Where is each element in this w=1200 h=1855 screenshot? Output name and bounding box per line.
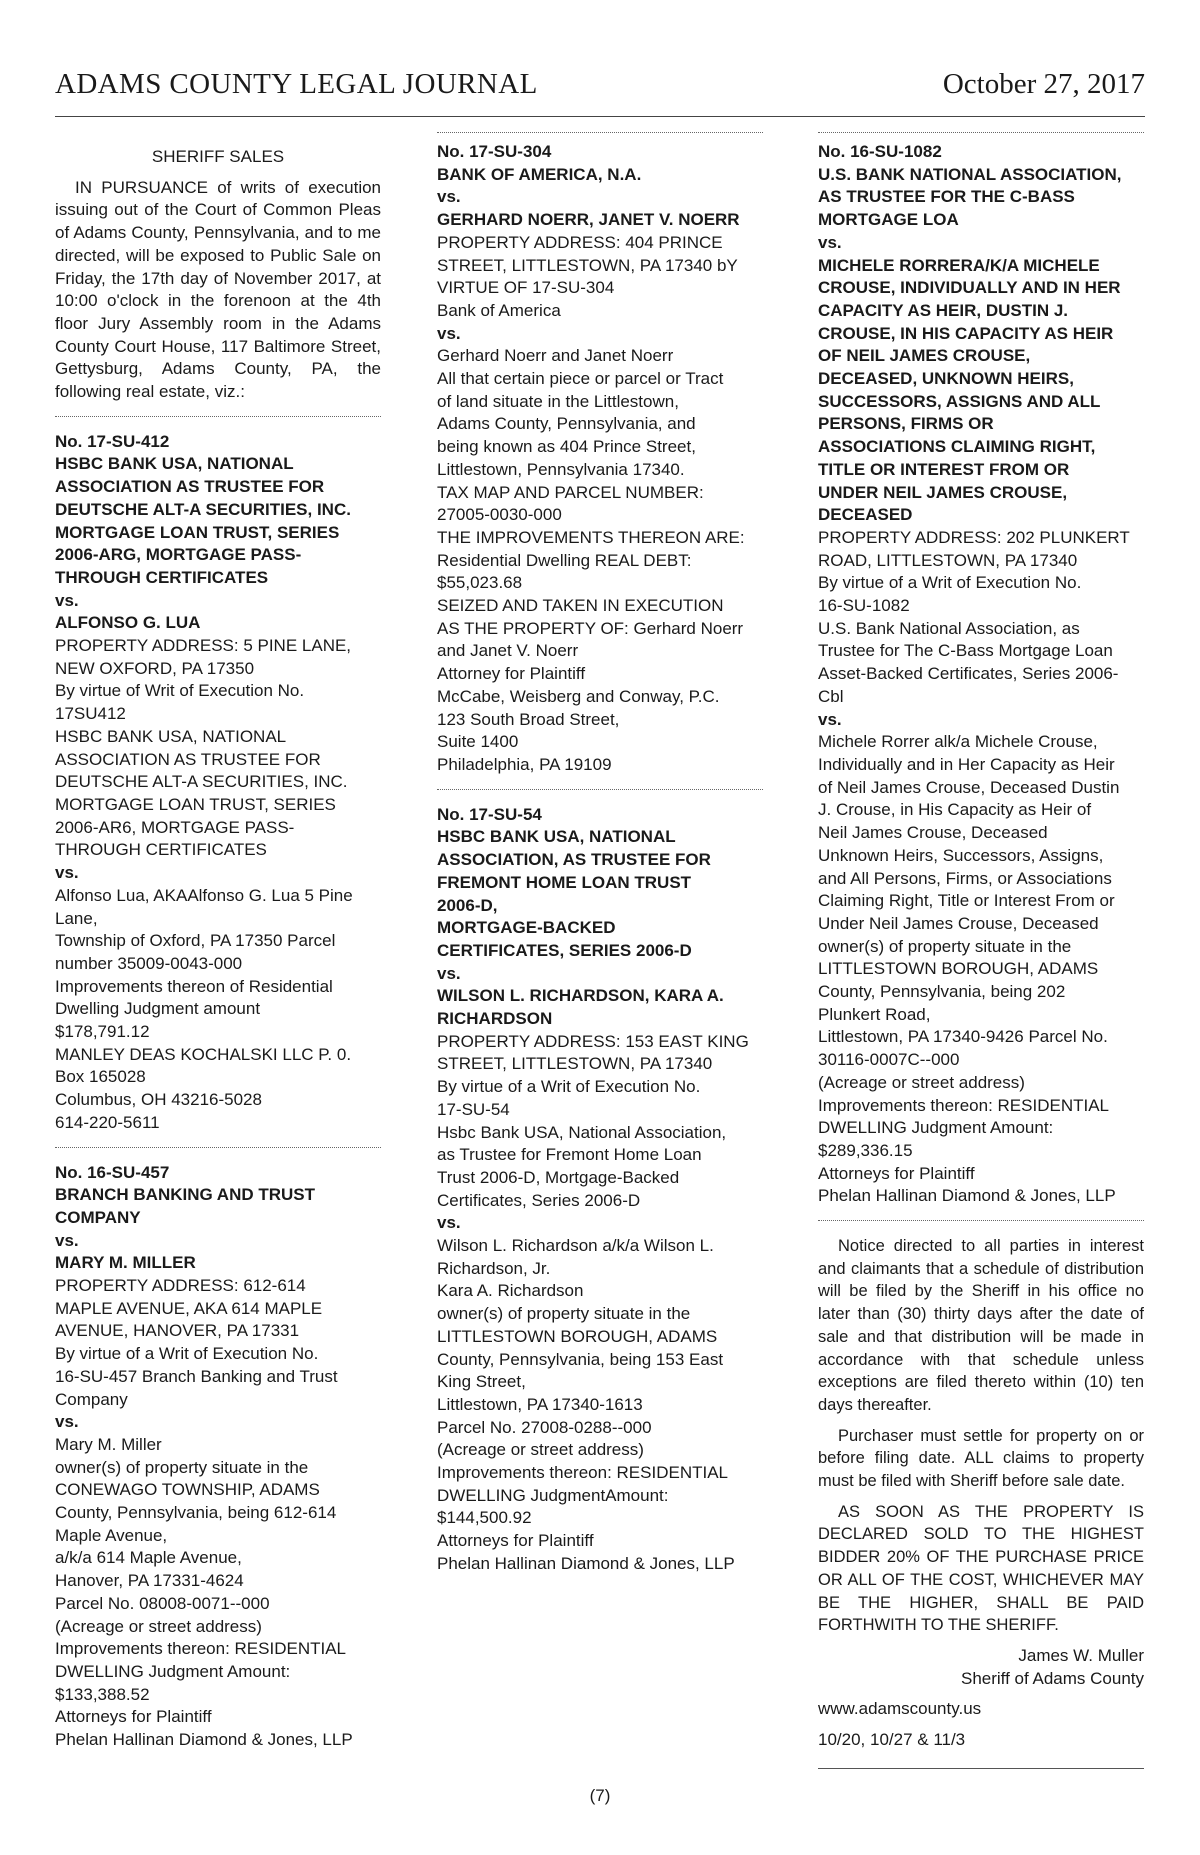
text-line: $178,791.12 xyxy=(55,1022,150,1042)
text-line: 27005-0030-000 xyxy=(437,505,562,525)
text-line: Phelan Hallinan Diamond & Jones, LLP xyxy=(55,1730,353,1750)
text-line: DWELLING JudgmentAmount: xyxy=(437,1485,669,1505)
text-line: ROAD, LITTLESTOWN, PA 17340 xyxy=(818,550,1078,570)
listing-bold-block xyxy=(55,1162,381,1276)
text-line: Parcel No. 27008-0288--000 xyxy=(437,1417,652,1437)
listing-16-su-1082 xyxy=(818,141,1144,1208)
text-line: PERSONS, FIRMS OR xyxy=(818,414,994,434)
versus-label: vs. xyxy=(437,1213,461,1233)
text-line: AS TRUSTEE FOR THE C-BASS xyxy=(818,187,1075,207)
text-line: HSBC BANK USA, NATIONAL xyxy=(437,827,676,847)
text-line: Gerhard Noerr and Janet Noerr xyxy=(437,346,674,366)
text-line: STREET, LITTLESTOWN, PA 17340 bY xyxy=(437,255,738,275)
text-line: as Trustee for Fremont Home Loan xyxy=(437,1145,702,1165)
text-line: Philadelphia, PA 19109 xyxy=(437,754,612,774)
text-line: OF NEIL JAMES CROUSE, xyxy=(818,346,1031,366)
text-line: DEUTSCHE ALT-A SECURITIES, INC. xyxy=(55,772,348,792)
text-line: Under Neil James Crouse, Deceased xyxy=(818,913,1099,933)
text-line: No. 17-SU-304 xyxy=(437,142,552,161)
text-line: CROUSE, INDIVIDUALLY AND IN HER xyxy=(818,278,1121,298)
text-line: DWELLING Judgment Amount: xyxy=(818,1118,1054,1138)
text-line: SUCCESSORS, ASSIGNS AND ALL xyxy=(818,391,1101,411)
text-line: Cbl xyxy=(818,686,844,706)
versus-label: vs. xyxy=(437,323,461,343)
versus-label: vs. xyxy=(55,863,79,883)
listing-defendant-details xyxy=(437,1235,763,1576)
text-line: DECEASED, UNKNOWN HEIRS, xyxy=(818,369,1074,389)
text-line: Hanover, PA 17331-4624 xyxy=(55,1571,244,1591)
text-line: No. 16-SU-457 xyxy=(55,1162,170,1182)
text-line: NEW OXFORD, PA 17350 xyxy=(55,658,255,678)
text-line: Phelan Hallinan Diamond & Jones, LLP xyxy=(818,1186,1116,1206)
text-line: Trust 2006-D, Mortgage-Backed xyxy=(437,1167,680,1187)
text-line: 123 South Broad Street, xyxy=(437,709,620,729)
listing-17-su-54 xyxy=(437,804,763,1576)
dotted-divider xyxy=(55,1147,381,1148)
end-rule xyxy=(818,1768,1144,1769)
county-website: www.adamscounty.us xyxy=(818,1699,982,1719)
text-line: Box 165028 xyxy=(55,1067,146,1087)
text-line: Improvements thereon of Residential xyxy=(55,976,333,996)
text-line: All that certain piece or parcel or Tract xyxy=(437,369,724,389)
text-line: Littlestown, PA 17340-1613 xyxy=(437,1394,643,1414)
text-line: MAPLE AVENUE, AKA 614 MAPLE xyxy=(55,1298,323,1318)
text-line: McCabe, Weisberg and Conway, P.C. xyxy=(437,686,720,706)
text-line: number 35009-0043-000 xyxy=(55,953,243,973)
text-line: owner(s) of property situate in the xyxy=(55,1457,309,1477)
text-line: and All Persons, Firms, or Associations xyxy=(818,868,1112,888)
dotted-divider xyxy=(818,1220,1144,1221)
listing-defendant-details xyxy=(437,345,763,776)
publication-dates: 10/20, 10/27 & 11/3 xyxy=(818,1730,966,1750)
text-line: WILSON L. RICHARDSON, KARA A. xyxy=(437,986,724,1006)
text-line: 30116-0007C--000 xyxy=(818,1050,960,1070)
text-line: 16-SU-1082 xyxy=(818,596,910,616)
listing-bold-block xyxy=(437,804,763,1031)
text-line: U.S. Bank National Association, as xyxy=(818,618,1080,638)
listing-bold-block xyxy=(437,141,763,232)
text-line: Individually and in Her Capacity as Heir xyxy=(818,754,1115,774)
text-line: County, Pennsylvania, being 612-614 xyxy=(55,1503,337,1523)
text-line: Improvements thereon: RESIDENTIAL xyxy=(55,1639,347,1659)
text-line: Improvements thereon: RESIDENTIAL xyxy=(437,1463,729,1483)
text-line: Littlestown, Pennsylvania 17340. xyxy=(437,459,685,479)
sheriff-name: James W. Muller xyxy=(1018,1646,1144,1665)
text-line: vs. xyxy=(818,232,842,252)
text-line: By virtue of Writ of Execution No. xyxy=(55,681,305,701)
text-line: BRANCH BANKING AND TRUST xyxy=(55,1185,316,1205)
text-line: Dwelling Judgment amount xyxy=(55,999,261,1019)
text-line: vs. xyxy=(55,590,79,610)
text-line: Bank of America xyxy=(437,300,561,320)
text-line: Unknown Heirs, Successors, Assigns, xyxy=(818,845,1104,865)
text-line: Attorneys for Plaintiff xyxy=(437,1531,594,1551)
text-line: TITLE OR INTEREST FROM OR xyxy=(818,459,1070,479)
text-line: 17SU412 xyxy=(55,704,126,724)
text-line: Asset-Backed Certificates, Series 2006- xyxy=(818,664,1119,684)
masthead xyxy=(55,60,1145,117)
text-line: 2006-D, xyxy=(437,895,498,915)
text-line: MORTGAGE-BACKED xyxy=(437,918,616,938)
sheriff-title: Sheriff of Adams County xyxy=(960,1668,1144,1688)
text-line: being known as 404 Prince Street, xyxy=(437,437,696,457)
text-line: Suite 1400 xyxy=(437,732,519,752)
text-line: No. 17-SU-412 xyxy=(55,431,170,451)
text-line: TAX MAP AND PARCEL NUMBER: xyxy=(437,482,704,502)
text-line: owner(s) of property situate in the xyxy=(437,1304,691,1324)
text-line: Parcel No. 08008-0071--000 xyxy=(55,1593,270,1613)
text-line: THE IMPROVEMENTS THEREON ARE: xyxy=(437,527,745,547)
text-line: AS THE PROPERTY OF: Gerhard Noerr xyxy=(437,618,744,638)
text-line: King Street, xyxy=(437,1372,526,1392)
text-line: PROPERTY ADDRESS: 202 PLUNKERT xyxy=(818,527,1130,547)
payment-notice: AS SOON AS THE PROPERTY IS DECLARED SOLD TO THE HIGHEST BIDDER 20% OF THE PURCHASE PRICE OR ALL OF THE COST, WHICHEVER MAY BE THE HIGHER, SHALL BE PAID FORTHWITH TO THE SHERIFF. xyxy=(818,1502,1144,1635)
text-line: of Neil James Crouse, Deceased Dustin xyxy=(818,777,1120,797)
text-line: MARY M. MILLER xyxy=(55,1253,196,1273)
text-line: 2006-ARG, MORTGAGE PASS- xyxy=(55,545,302,565)
text-line: UNDER NEIL JAMES CROUSE, xyxy=(818,482,1068,502)
text-line: MORTGAGE LOA xyxy=(818,210,959,230)
dotted-divider xyxy=(818,132,1144,133)
text-line: LITTLESTOWN BOROUGH, ADAMS xyxy=(818,959,1099,979)
text-line: HSBC BANK USA, NATIONAL xyxy=(55,726,287,746)
text-line: By virtue of a Writ of Execution No. xyxy=(437,1077,701,1097)
text-line: MORTGAGE LOAN TRUST, SERIES xyxy=(55,794,336,814)
text-line: 614-220-5611 xyxy=(55,1112,160,1132)
text-line: Alfonso Lua, AKAAlfonso G. Lua 5 Pine xyxy=(55,885,353,905)
text-line: GERHARD NOERR, JANET V. NOERR xyxy=(437,210,740,230)
text-line: and Janet V. Noerr xyxy=(437,641,579,661)
text-line: Attorneys for Plaintiff xyxy=(55,1707,212,1727)
dotted-divider xyxy=(55,416,381,417)
text-line: Columbus, OH 43216-5028 xyxy=(55,1090,262,1110)
text-line: Attorney for Plaintiff xyxy=(437,664,586,684)
text-line: ALFONSO G. LUA xyxy=(55,613,201,633)
versus-label: vs. xyxy=(818,709,842,729)
text-line: HSBC BANK USA, NATIONAL xyxy=(55,454,294,474)
text-line: J. Crouse, in His Capacity as Heir of xyxy=(818,800,1092,820)
text-line: Adams County, Pennsylvania, and xyxy=(437,414,696,434)
text-line: RICHARDSON xyxy=(437,1009,553,1029)
text-line: LITTLESTOWN BOROUGH, ADAMS xyxy=(437,1326,718,1346)
intro-paragraph: IN PURSUANCE of writs of execution issuing out of the Court of Common Pleas of Adams County, Pennsylvania, and to me directed, will be exposed to Public Sale on Friday, the 17th day of November 2017, at 10:00 o'clock in the forenoon at the 4th floor Jury Assembly room in the Adams County Court House, 117 Baltimore Street, Gettysburg, Adams County, PA, the following real estate, viz.: xyxy=(55,177,381,402)
dotted-divider xyxy=(437,789,763,790)
page-number: (7) xyxy=(589,1786,611,1805)
text-line: CAPACITY AS HEIR, DUSTIN J. xyxy=(818,300,1068,320)
text-line: CERTIFICATES, SERIES 2006-D xyxy=(437,940,692,960)
listing-17-su-412 xyxy=(55,431,381,1135)
text-line: County, Pennsylvania, being 153 East xyxy=(437,1349,724,1369)
text-line: MORTGAGE LOAN TRUST, SERIES xyxy=(55,522,340,542)
text-line: (Acreage or street address) xyxy=(818,1072,1025,1092)
text-line: of land situate in the Littlestown, xyxy=(437,391,679,411)
purchaser-notice: Purchaser must settle for property on or before filing date. ALL claims to property must be filed with Sheriff before sale date. xyxy=(818,1426,1144,1491)
text-line: ASSOCIATION AS TRUSTEE FOR xyxy=(55,749,321,769)
column-3 xyxy=(818,140,1144,1769)
text-line: PROPERTY ADDRESS: 612-614 xyxy=(55,1276,306,1296)
text-line: Hsbc Bank USA, National Association, xyxy=(437,1122,727,1142)
column-2 xyxy=(437,140,763,1576)
text-line: 16-SU-457 Branch Banking and Trust xyxy=(55,1366,338,1386)
text-line: THROUGH CERTIFICATES xyxy=(55,840,267,860)
text-line: U.S. BANK NATIONAL ASSOCIATION, xyxy=(818,164,1122,184)
text-line: COMPANY xyxy=(55,1207,141,1227)
text-line: Michele Rorrer alk/a Michele Crouse, xyxy=(818,732,1098,752)
text-line: 2006-AR6, MORTGAGE PASS- xyxy=(55,817,295,837)
text-line: Lane, xyxy=(55,908,98,928)
text-line: Phelan Hallinan Diamond & Jones, LLP xyxy=(437,1553,735,1573)
text-line: THROUGH CERTIFICATES xyxy=(55,567,269,587)
text-line: a/k/a 614 Maple Avenue, xyxy=(55,1548,242,1568)
text-line: vs. xyxy=(437,187,461,207)
text-line: DEUTSCHE ALT-A SECURITIES, INC. xyxy=(55,499,351,519)
section-heading: SHERIFF SALES xyxy=(151,147,285,166)
issue-date: October 27, 2017 xyxy=(942,68,1145,100)
listing-defendant-details xyxy=(55,885,381,1135)
text-line: AVENUE, HANOVER, PA 17331 xyxy=(55,1321,300,1341)
column-1 xyxy=(55,140,381,1752)
text-line: STREET, LITTLESTOWN, PA 17340 xyxy=(437,1054,713,1074)
text-line: 17-SU-54 xyxy=(437,1099,510,1119)
text-line: Mary M. Miller xyxy=(55,1434,162,1454)
distribution-notice: Notice directed to all parties in interest and claimants that a schedule of distribution will be filed by the Sheriff in his office no later than (30) thirty days after the date of sale and that distribution will be made in accordance with that schedule unless exceptions are filed thereto within (10) ten days thereafter. xyxy=(818,1237,1144,1414)
listing-details xyxy=(437,1031,763,1213)
listing-details xyxy=(55,1275,381,1411)
text-line: DECEASED xyxy=(818,505,913,525)
text-line: Wilson L. Richardson a/k/a Wilson L. xyxy=(437,1236,714,1256)
text-line: ASSOCIATIONS CLAIMING RIGHT, xyxy=(818,437,1096,457)
text-line: vs. xyxy=(55,1230,79,1250)
text-line: MANLEY DEAS KOCHALSKI LLC P. 0. xyxy=(55,1044,352,1064)
text-line: owner(s) of property situate in the xyxy=(818,936,1072,956)
text-line: $289,336.15 xyxy=(818,1140,913,1160)
text-line: Trustee for The C-Bass Mortgage Loan xyxy=(818,641,1113,661)
text-line: DWELLING Judgment Amount: xyxy=(55,1662,291,1681)
text-line: ASSOCIATION, AS TRUSTEE FOR xyxy=(437,850,711,870)
listing-bold-block xyxy=(55,431,381,635)
text-line: VIRTUE OF 17-SU-304 xyxy=(437,278,615,298)
text-line: FREMONT HOME LOAN TRUST xyxy=(437,872,692,892)
text-line: SEIZED AND TAKEN IN EXECUTION xyxy=(437,596,724,616)
text-line: PROPERTY ADDRESS: 153 EAST KING xyxy=(437,1031,749,1051)
text-line: $133,388.52 xyxy=(55,1684,150,1704)
text-line: Plunkert Road, xyxy=(818,1004,931,1024)
dotted-divider xyxy=(437,132,763,133)
text-line: PROPERTY ADDRESS: 404 PRINCE xyxy=(437,232,723,252)
text-line: County, Pennsylvania, being 202 xyxy=(818,982,1066,1002)
text-line: Littlestown, PA 17340-9426 Parcel No. xyxy=(818,1027,1108,1047)
text-line: Company xyxy=(55,1389,128,1409)
text-line: (Acreage or street address) xyxy=(55,1616,262,1636)
text-line: Maple Avenue, xyxy=(55,1525,168,1545)
text-line: Township of Oxford, PA 17350 Parcel xyxy=(55,931,336,951)
text-line: Residential Dwelling REAL DEBT: xyxy=(437,550,692,570)
journal-title: ADAMS COUNTY LEGAL JOURNAL xyxy=(55,68,538,100)
text-line: $144,500.92 xyxy=(437,1508,532,1528)
listing-17-su-304 xyxy=(437,141,763,777)
text-line: CONEWAGO TOWNSHIP, ADAMS xyxy=(55,1480,320,1500)
text-line: CROUSE, IN HIS CAPACITY AS HEIR xyxy=(818,323,1114,343)
listing-bold-block xyxy=(818,141,1144,527)
listing-defendant-details xyxy=(818,731,1144,1208)
text-line: No. 16-SU-1082 xyxy=(818,142,942,161)
text-line: vs. xyxy=(437,963,461,983)
listing-details xyxy=(55,635,381,862)
listing-16-su-457 xyxy=(55,1162,381,1752)
text-line: ASSOCIATION AS TRUSTEE FOR xyxy=(55,477,325,497)
text-line: MICHELE RORRERA/K/A MICHELE xyxy=(818,255,1100,275)
text-line: No. 17-SU-54 xyxy=(437,804,542,824)
text-line: Attorneys for Plaintiff xyxy=(818,1163,975,1183)
text-line: Certificates, Series 2006-D xyxy=(437,1190,641,1210)
listing-details xyxy=(818,527,1144,709)
text-line: Kara A. Richardson xyxy=(437,1281,584,1301)
text-line: Neil James Crouse, Deceased xyxy=(818,823,1048,843)
text-line: (Acreage or street address) xyxy=(437,1440,644,1460)
text-line: Improvements thereon: RESIDENTIAL xyxy=(818,1095,1110,1115)
text-line: By virtue of a Writ of Execution No. xyxy=(55,1344,319,1364)
listing-details xyxy=(437,232,763,323)
listing-defendant-details xyxy=(55,1434,381,1752)
text-line: $55,023.68 xyxy=(437,573,523,593)
versus-label: vs. xyxy=(55,1412,79,1432)
text-line: BANK OF AMERICA, N.A. xyxy=(437,164,642,184)
text-line: By virtue of a Writ of Execution No. xyxy=(818,573,1082,593)
text-line: Richardson, Jr. xyxy=(437,1258,551,1278)
text-line: PROPERTY ADDRESS: 5 PINE LANE, xyxy=(55,636,352,656)
text-line: Claiming Right, Title or Interest From or xyxy=(818,891,1115,911)
